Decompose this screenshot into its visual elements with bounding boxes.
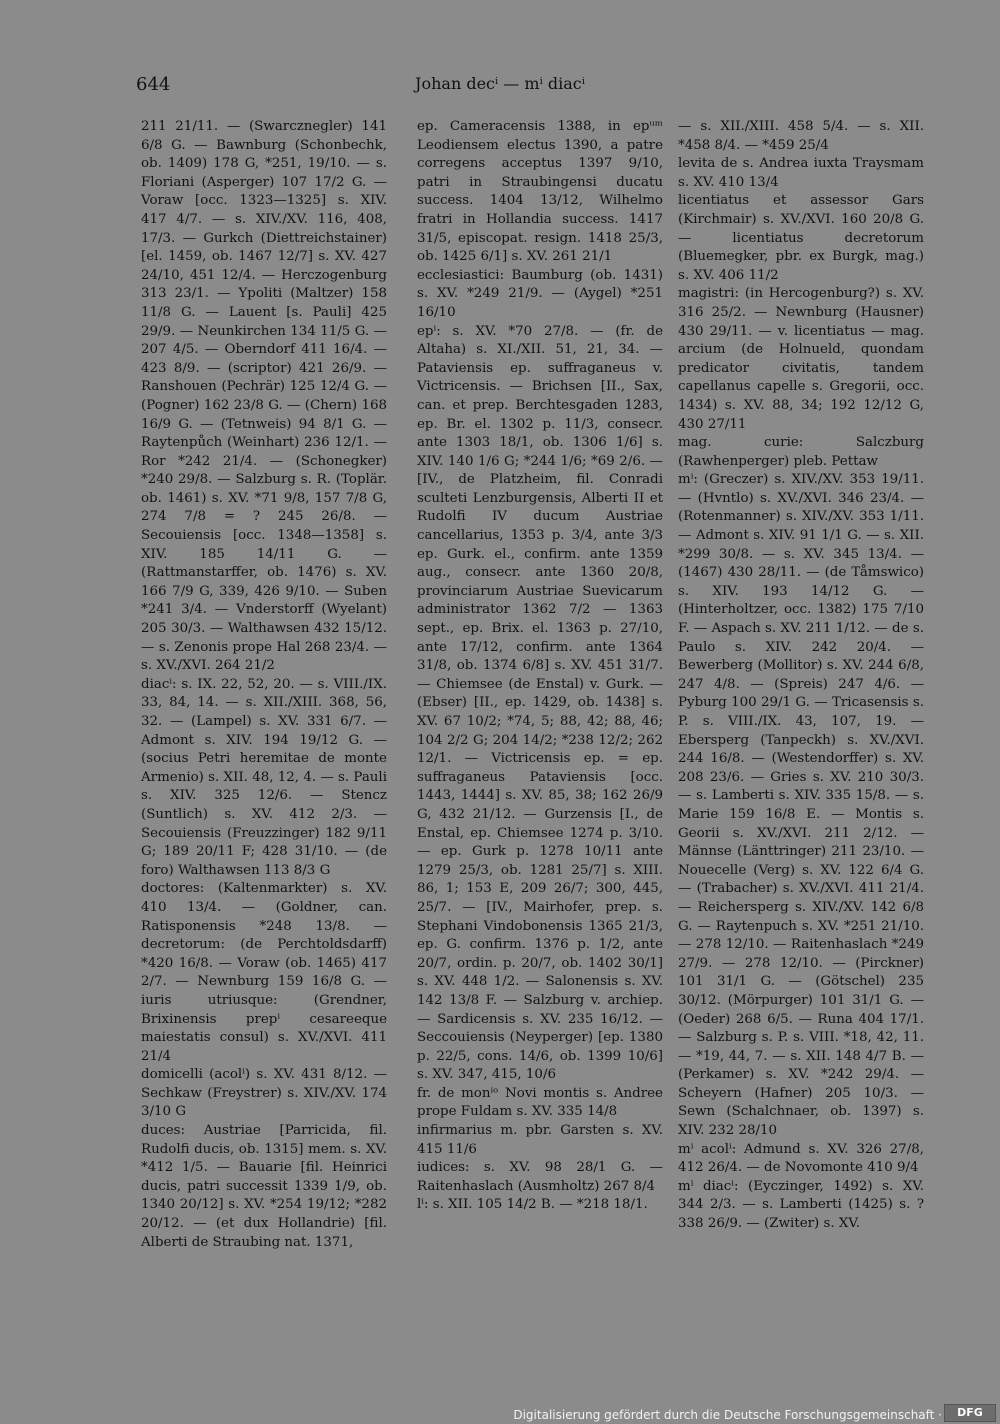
entry-paragraph: domicelli (acolⁱ) s. XV. 431 8/12. — Sechkaw (Freystrer) s. XIV./XV. 174 3/10 G bbox=[141, 1067, 387, 1120]
text-column-3 bbox=[678, 118, 924, 1234]
entry-paragraph: iudices: s. XV. 98 28/1 G. — Raitenhaslach (Ausmholtz) 267 8/4 bbox=[417, 1160, 663, 1194]
entry-paragraph: diacⁱ: s. IX. 22, 52, 20. — s. VIII./IX. 33, 84, 14. — s. XII./XIII. 368, 56, 32. — (Lampel) s. XV. 331 6/7. — Admont s. XIV. 194 19/12 G. — (socius Petri heremitae de monte Armenio) s. XII. 48, 12, 4. — s. Pauli s. XIV. 325 12/6. — Stencz (Suntlich) s. XV. 412 2/3. — Secouiensis (Freuzzinger) 182 9/11 G; 189 20/11 F; 428 31/10. — (de foro) Walthawsen 113 8/3 G bbox=[141, 676, 387, 878]
entry-paragraph: mⁱ: (Greczer) s. XIV./XV. 353 19/11. — (Hvntlo) s. XV./XVI. 346 23/4. — (Rotenmanner) s. XIV./XV. 353 1/11. — Admont s. XIV. 91 1/1 G. — s. XII. *299 30/8. — s. XV. 345 13/4. — (1467) 430 28/11. — (de Tåmswico) s. XIV. 193 14/12 G. — (Hinterholtzer, occ. 1382) 175 7/10 F. — Aspach s. XV. 211 1/12. — de s. Paulo s. XIV. 242 20/4. — Bewerberg (Mollitor) s. XV. 244 6/8, 247 4/8. — (Spreis) 247 4/6. — Pyburg 100 29/1 G. — Tricasensis s. P. s. VIII./IX. 43, 107, 19. — Ebersperg (Tanpeckh) s. XV./XVI. 244 16/8. — (Westendorffer) s. XV. 208 23/6. — Gries s. XV. 210 30/3. — s. Lamberti s. XIV. 335 15/8. — s. Marie 159 16/8 E. — Montis s. Georii s. XV./XVI. 211 2/12. — Männse (Länttringer) 211 23/10. — Nouecelle (Verg) s. XV. 122 6/4 G. — (Trabacher) s. XV./XVI. 411 21/4. — Reichersperg s. XIV./XV. 142 6/8 G. — Raytenpuch s. XV. *251 21/10. — 278 12/10. — Raitenhaslach *249 27/9. — 278 12/10. — (Pirckner) 101 31/1 G. — (Götschel) 235 30/12. (Mörpurger) 101 31/1 G. — (Oeder) 268 6/5. — Runa 404 17/1. — Salzburg s. P. s. VIII. *18, 42, 11. — *19, 44, 7. — s. XII. 148 4/7 B. — (Perkamer) s. XV. *242 29/4. — Scheyern (Hafner) 205 10/3. — Sewn (Schalchnaer, ob. 1397) s. XIV. 232 28/10 bbox=[678, 472, 924, 1139]
entry-paragraph: mⁱ acolⁱ: Admund s. XV. 326 27/8, 412 26/4. — de Novomonte 410 9/4 bbox=[678, 1141, 924, 1176]
entry-paragraph: licentiatus et assessor Gars (Kirchmair) s. XV./XVI. 160 20/8 G. — licentiatus decretorum (Bluemegker, pbr. ex Burgk, mag.) s. XV. 406 11/2 bbox=[678, 193, 924, 283]
entry-paragraph: — s. XII./XIII. 458 5/4. — s. XII. *458 8/4. — *459 25/4 bbox=[678, 119, 924, 153]
entry-paragraph: doctores: (Kaltenmarkter) s. XV. 410 13/4. — (Goldner, can. Ratisponensis *248 13/8. — decretorum: (de Perchtoldsdarff) *420 16/8. — Voraw (ob. 1465) 417 2/7. — Newnburg 159 16/8 G. — iuris utriusque: (Grendner, Brixinensis prepⁱ cesareeque maiestatis consul) s. XV./XVI. 411 21/4 bbox=[141, 881, 387, 1064]
entry-paragraph: epⁱ: s. XV. *70 27/8. — (fr. de Altaha) s. XI./XII. 51, 21, 34. — Pataviensis ep. suffraganeus v. Victricensis. — Brichsen [II., Sax, can. et prep. Berchtesgaden 1283, ep. Br. el. 1302 p. 11/3, consecr. ante 1303 18/1, ob. 1306 1/6] s. XIV. 140 1/6 G; *244 1/6; *69 2/6. — [IV., de Platzheim, fil. Conradi sculteti Lenzburgensis, Alberti II et Rudolfi IV ducum Austriae cancellarius, 1353 p. 3/4, ante 3/3 ep. Gurk. el., confirm. ante 1359 aug., consecr. ante 1360 20/8, provinciarum Austriae Suevicarum administrator 1362 7/2 — 1363 sept., ep. Brix. el. 1363 p. 27/10, ante 17/12, confirm. ante 1364 31/8, ob. 1374 6/8] s. XV. 451 31/7. — Chiemsee (de Enstal) v. Gurk. — (Ebser) [II., ep. 1429, ob. 1438] s. XV. 67 10/2; *74, 5; 88, 42; 88, 46; 104 2/2 G; 204 14/2; *238 12/2; 262 12/1. — Victricensis ep. = ep. suffraganeus Pataviensis [occ. 1443, 1444] s. XV. 85, 38; 162 26/9 G, 432 21/12. — Gurzensis [I., de Enstal, ep. Chiemsee 1274 p. 3/10. — ep. Gurk p. 1278 10/11 ante 1279 25/3, ob. 1281 25/7] s. XIII. 86, 1; 153 E, 209 26/7; 300, 445, 25/7. — [IV., Mairhofer, prep. s. Stephani Vindobonensis 1365 21/3, ep. G. confirm. 1376 p. 1/2, ante 20/7, ordin. p. 20/7, ob. 1402 30/1] s. XV. 448 1/2. — Salonensis s. XV. 142 13/8 F. — Salzburg v. archiep. — Sardicensis s. XV. 235 16/12. — Seccouiensis (Neyperger) [ep. 1380 p. 22/5, cons. 14/6, ob. 1399 10/6] s. XV. 347, 415, 10/6 bbox=[417, 323, 663, 1083]
page-footer bbox=[0, 1402, 1000, 1424]
entry-paragraph: levita de s. Andrea iuxta Traysmam s. XV. 410 13/4 bbox=[678, 156, 924, 190]
text-column-1 bbox=[141, 118, 387, 1252]
entry-paragraph: infirmarius m. pbr. Garsten s. XV. 415 11/6 bbox=[417, 1123, 663, 1157]
entry-paragraph: lⁱ: s. XII. 105 14/2 B. — *218 18/1. bbox=[417, 1197, 648, 1213]
entry-paragraph: ep. Cameracensis 1388, in epᵘᵐ Leodiensem electus 1390, a patre corregens acceptus 1397 9/10, patri in Straubingensi ducatu success. 1404 13/12, Wilhelmo fratri in Hollandia success. 1417 31/5, episcopat. resign. 1418 25/3, ob. 1425 6/1] s. XV. 261 21/1 bbox=[417, 119, 663, 265]
dfg-logo: DFG bbox=[944, 1404, 996, 1422]
text-column-2 bbox=[417, 118, 663, 1215]
entry-paragraph: mag. curie: Salczburg (Rawhenperger) pleb. Pettaw bbox=[678, 435, 924, 469]
entry-paragraph: ecclesiastici: Baumburg (ob. 1431) s. XV. *249 21/9. — (Aygel) *251 16/10 bbox=[417, 267, 663, 320]
running-title: Johan decⁱ — mⁱ diacⁱ bbox=[415, 74, 585, 93]
entry-paragraph: magistri: (in Hercogenburg?) s. XV. 316 25/2. — Newnburg (Hausner) 430 29/11. — v. licentiatus — mag. arcium (de Holnueld, quondam predicator civitatis, tandem capellanus capelle s. Gregorii, occ. 1434) s. XV. 88, 34; 192 12/12 G, 430 27/11 bbox=[678, 286, 924, 432]
entry-paragraph: mⁱ diacⁱ: (Eyczinger, 1492) s. XV. 344 2/3. — s. Lamberti (1425) s. ? 338 26/9. — (Zwiter) s. XV. bbox=[678, 1178, 924, 1232]
entry-paragraph: fr. de monⁱᵒ Novi montis s. Andree prope Fuldam s. XV. 335 14/8 bbox=[417, 1085, 663, 1120]
entry-paragraph: 211 21/11. — (Swarcznegler) 141 6/8 G. — Bawnburg (Schonbechk, ob. 1409) 178 G, *251, 19/10. — s. Floriani (Asperger) 107 17/2 G. — Voraw [occ. 1323—1325] s. XIV. 417 4/7. — s. XIV./XV. 116, 408, 17/3. — Gurkch (Diettreichstainer) [el. 1459, ob. 1467 12/7] s. XV. 427 24/10, 451 12/4. — Herczogenburg 313 23/1. — Ypoliti (Maltzer) 158 11/8 G. — Lauent [s. Pauli] 425 29/9. — Neunkirchen 134 11/5 G. — 207 4/5. — Oberndorf 411 16/4. — 423 8/9. — (scriptor) 421 26/9. — Ranshouen (Pechrär) 125 12/4 G. — (Pogner) 162 23/8 G. — (Chern) 168 16/9 G. — (Tetnweis) 94 8/1 G. — Raytenpůch (Weinhart) 236 12/1. — Ror *242 21/4. — (Schonegker) *240 29/8. — Salzburg s. R. (Toplär. ob. 1461) s. XV. *71 9/8, 157 7/8 G, 274 7/8 = ? 245 26/8. — Secouiensis [occ. 1348—1358] s. XIV. 185 14/11 G. — (Rattmanstarffer, ob. 1476) s. XV. 166 7/9 G, 339, 426 9/10. — Suben *241 3/4. — Vnderstorff (Wyelant) 205 30/3. — Walthawsen 432 15/12. — s. Zenonis prope Hal 268 23/4. — s. XV./XVI. 264 21/2 bbox=[141, 119, 387, 674]
entry-paragraph: duces: Austriae [Parricida, fil. Rudolfi ducis, ob. 1315] mem. s. XV. *412 1/5. — Bauarie [fil. Heinrici ducis, patri successit 1339 1/9, ob. 1340 20/12] s. XV. *254 19/12; *282 20/12. — (et dux Hollandrie) [fil. Alberti de Straubing nat. 1371, bbox=[141, 1123, 387, 1250]
page-header bbox=[136, 74, 864, 102]
funding-credit: Digitalisierung gefördert durch die Deutsche Forschungsgemeinschaft · bbox=[513, 1408, 942, 1422]
page-number: 644 bbox=[136, 74, 171, 95]
